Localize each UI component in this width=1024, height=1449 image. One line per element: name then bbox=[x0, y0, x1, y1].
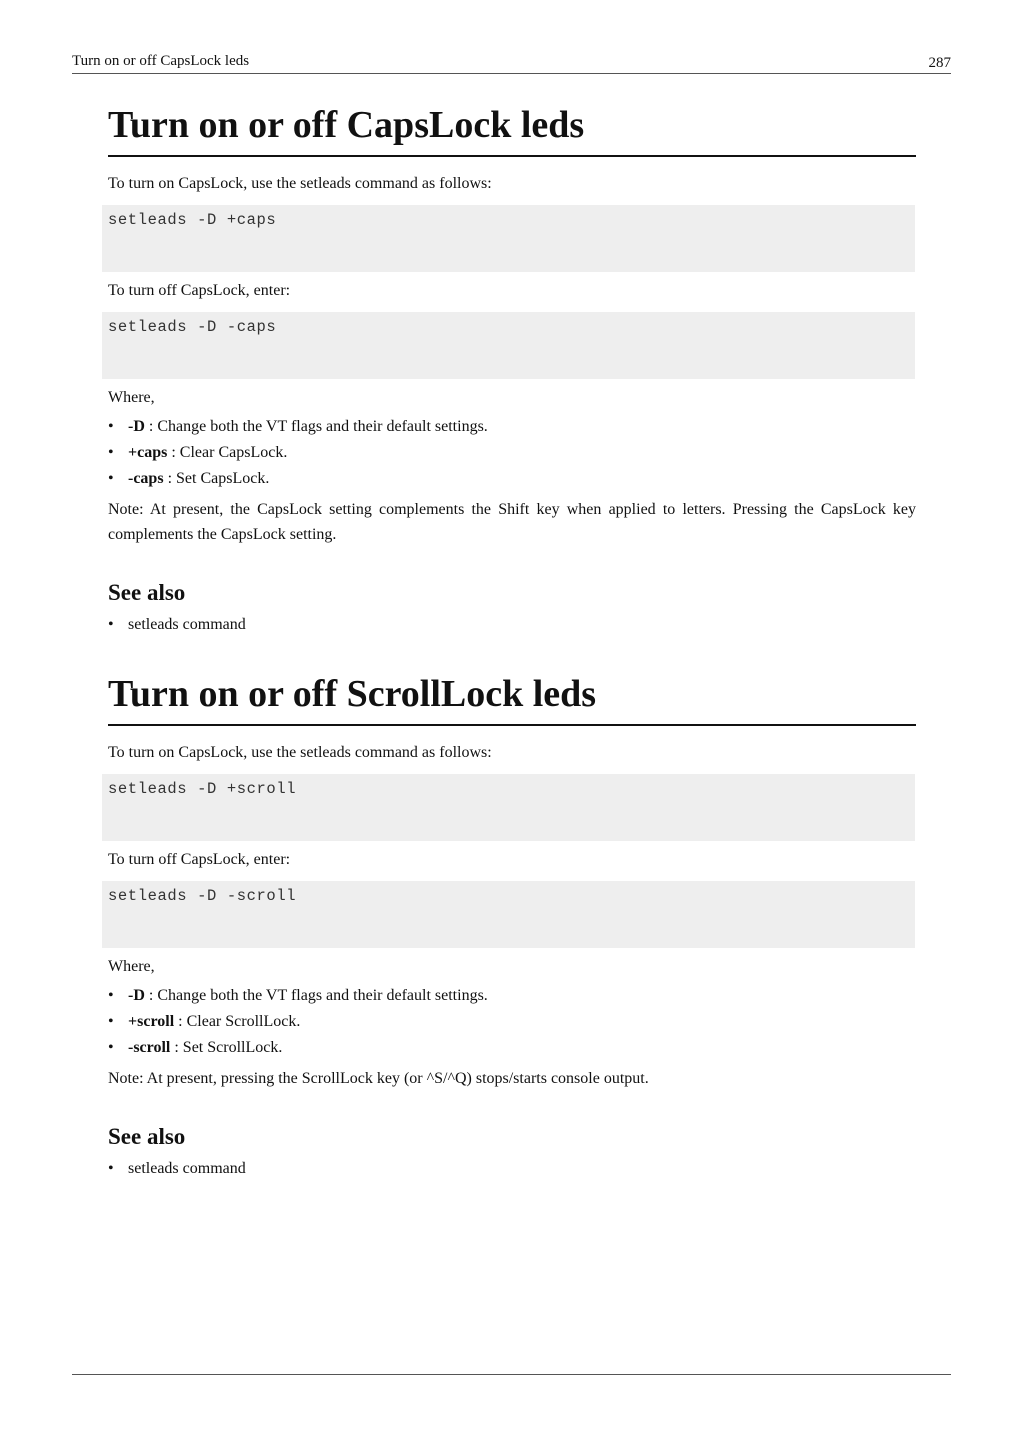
turn-off-text: To turn off CapsLock, enter: bbox=[108, 282, 291, 299]
bullet-icon: • bbox=[108, 444, 114, 461]
list-item bbox=[108, 440, 916, 466]
option-term: -D bbox=[128, 418, 145, 435]
bullet-icon: • bbox=[108, 987, 114, 1004]
footer-rule bbox=[72, 1374, 951, 1375]
see-also-link: setleads command bbox=[128, 616, 246, 633]
see-also-item bbox=[108, 1156, 916, 1182]
see-also-heading: See also bbox=[108, 1124, 186, 1149]
running-header-title: Turn on or off CapsLock leds bbox=[72, 53, 250, 69]
see-also-list bbox=[108, 612, 916, 638]
code-block-scroll-on: setleads -D +scroll bbox=[102, 774, 915, 841]
option-term: -scroll bbox=[128, 1039, 171, 1056]
list-item bbox=[108, 1009, 916, 1035]
bullet-icon: • bbox=[108, 616, 114, 633]
where-text: Where, bbox=[108, 958, 155, 975]
list-item bbox=[108, 414, 916, 440]
see-also-heading: See also bbox=[108, 580, 186, 605]
see-also-item bbox=[108, 612, 916, 638]
see-also-list bbox=[108, 1156, 916, 1182]
section-title-scrolllock: Turn on or off ScrollLock leds bbox=[108, 669, 916, 726]
bullet-icon: • bbox=[108, 470, 114, 487]
section-title-capslock: Turn on or off CapsLock leds bbox=[108, 100, 916, 157]
list-item bbox=[108, 466, 916, 492]
code-block-caps-off: setleads -D -caps bbox=[102, 312, 915, 379]
intro-text: To turn on CapsLock, use the setleads command as follows: bbox=[108, 744, 492, 761]
options-list bbox=[108, 983, 916, 1061]
page-number: 287 bbox=[928, 55, 951, 71]
where-text: Where, bbox=[108, 389, 155, 406]
note-text: Note: At present, pressing the ScrollLock key (or ^S/^Q) stops/starts console output. bbox=[108, 1070, 649, 1087]
code-block-scroll-off: setleads -D -scroll bbox=[102, 881, 915, 948]
option-description: : Clear CapsLock. bbox=[167, 444, 288, 461]
bullet-icon: • bbox=[108, 1160, 114, 1177]
code-block-caps-on: setleads -D +caps bbox=[102, 205, 915, 272]
page-content bbox=[108, 100, 916, 1182]
option-term: -D bbox=[128, 987, 145, 1004]
option-description: : Clear ScrollLock. bbox=[174, 1013, 301, 1030]
section-capslock bbox=[108, 100, 916, 638]
running-header bbox=[72, 52, 951, 74]
option-term: +caps bbox=[128, 444, 168, 461]
note-text: Note: At present, the CapsLock setting complements the Shift key when applied to letters. Pressing the CapsLock key complements the CapsLock setting. bbox=[108, 501, 916, 543]
bullet-icon: • bbox=[108, 418, 114, 435]
turn-off-text: To turn off CapsLock, enter: bbox=[108, 851, 291, 868]
list-item bbox=[108, 1035, 916, 1061]
bullet-icon: • bbox=[108, 1039, 114, 1056]
option-description: : Set ScrollLock. bbox=[170, 1039, 283, 1056]
option-term: -caps bbox=[128, 470, 164, 487]
intro-text: To turn on CapsLock, use the setleads command as follows: bbox=[108, 175, 492, 192]
option-description: : Change both the VT flags and their default settings. bbox=[144, 418, 488, 435]
options-list bbox=[108, 414, 916, 492]
option-description: : Set CapsLock. bbox=[163, 470, 270, 487]
option-description: : Change both the VT flags and their default settings. bbox=[144, 987, 488, 1004]
option-term: +scroll bbox=[128, 1013, 175, 1030]
see-also-link: setleads command bbox=[128, 1160, 246, 1177]
list-item bbox=[108, 983, 916, 1009]
bullet-icon: • bbox=[108, 1013, 114, 1030]
section-scrolllock bbox=[108, 669, 916, 1182]
